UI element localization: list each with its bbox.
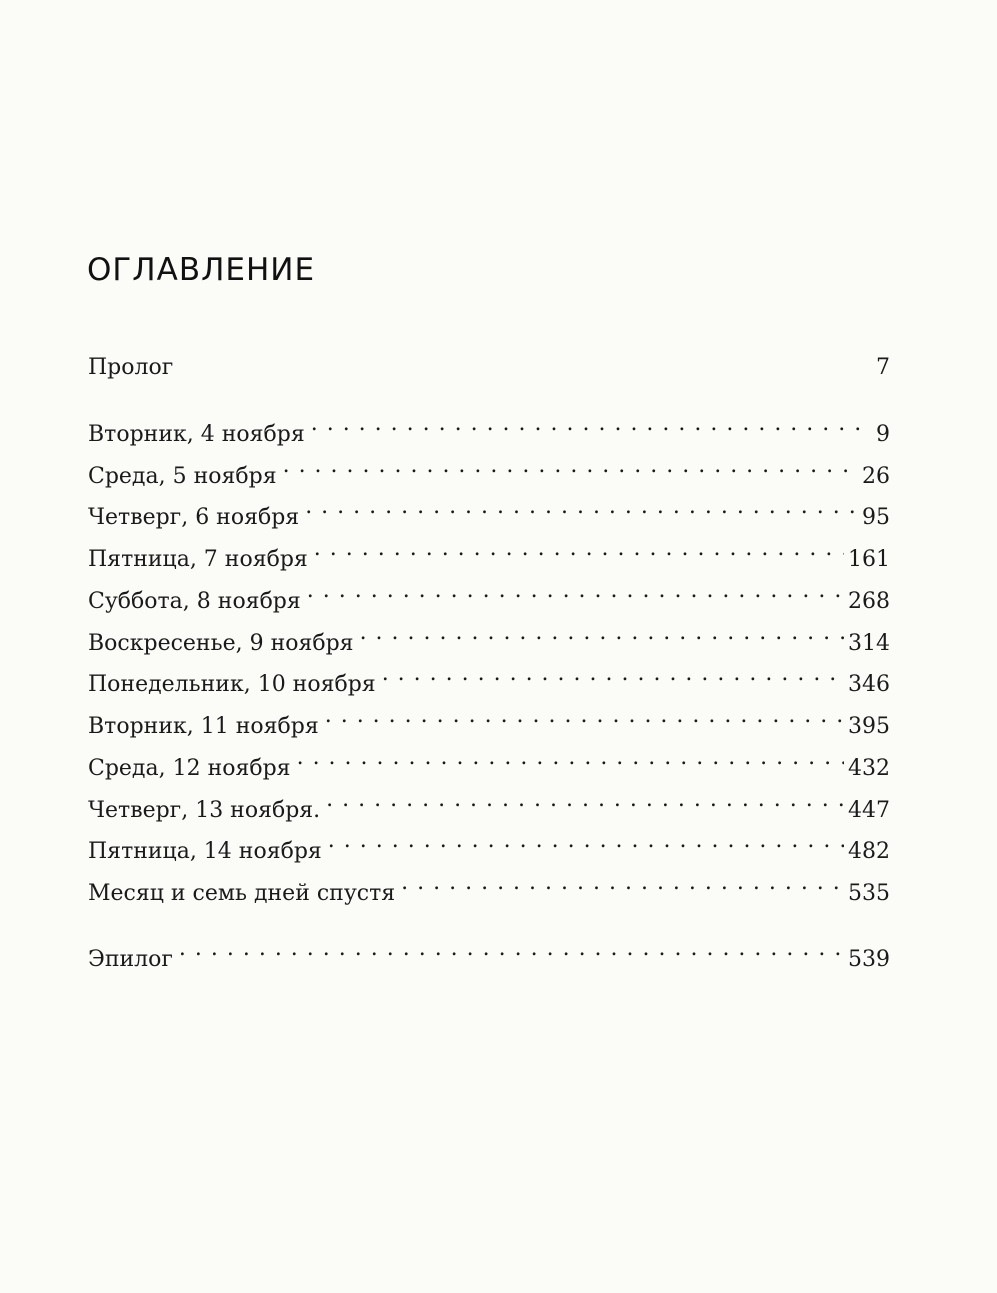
toc-row[interactable] [88, 407, 890, 447]
toc-page-number: 482 [848, 839, 890, 864]
toc-page-number: 26 [862, 464, 890, 489]
toc-dot-leader [305, 490, 858, 524]
toc-page-number: 539 [848, 947, 890, 972]
toc-page-number: 432 [848, 756, 890, 781]
toc-entry-title: Месяц и семь дней спустя [88, 881, 396, 906]
toc-entry-title: Вторник, 4 ноября [88, 422, 305, 447]
toc-dot-leader [179, 932, 844, 966]
toc-entry-title: Суббота, 8 ноября [88, 589, 301, 614]
toc-dot-leader [297, 741, 844, 775]
toc-entry-title: Четверг, 6 ноября [88, 505, 300, 530]
toc-row[interactable] [88, 532, 890, 572]
toc-entry-title: Пролог [88, 355, 174, 380]
toc-row[interactable] [88, 490, 890, 530]
toc-dot-leader [401, 866, 844, 900]
toc-entry-title: Среда, 12 ноября [88, 756, 291, 781]
toc-dot-leader [326, 783, 844, 817]
toc-page-number: 447 [848, 798, 890, 823]
toc-row[interactable] [88, 616, 890, 656]
toc-entry-title: Четверг, 13 ноября. [88, 798, 321, 823]
toc-page-number: 535 [848, 881, 890, 906]
toc-row[interactable] [88, 657, 890, 697]
toc-page-number: 9 [876, 422, 890, 447]
toc-page-number: 7 [876, 355, 890, 380]
toc-page-number: 346 [848, 672, 890, 697]
toc-entry-title: Пятница, 14 ноября [88, 839, 322, 864]
toc-dot-leader [311, 407, 872, 441]
toc-dot-leader [325, 699, 844, 733]
page-title: ОГЛАВЛЕНИЕ [87, 252, 316, 288]
toc-row[interactable] [88, 866, 890, 906]
toc-row[interactable] [88, 741, 890, 781]
toc-dot-leader [328, 824, 844, 858]
toc-row[interactable] [88, 449, 890, 489]
toc-row[interactable] [88, 699, 890, 739]
toc-page-number: 95 [862, 505, 890, 530]
toc-dot-leader [360, 616, 844, 650]
toc-page-number: 314 [848, 631, 890, 656]
toc-entry-title: Эпилог [88, 947, 173, 972]
toc-row[interactable] [88, 340, 890, 380]
toc-row[interactable] [88, 783, 890, 823]
toc-row[interactable] [88, 824, 890, 864]
toc-dot-leader [314, 532, 844, 566]
toc-entry-title: Вторник, 11 ноября [88, 714, 319, 739]
toc-entry-title: Пятница, 7 ноября [88, 547, 308, 572]
toc-dot-leader [382, 657, 844, 691]
toc-entry-title: Понедельник, 10 ноября [88, 672, 376, 697]
toc-page-number: 268 [848, 589, 890, 614]
toc-entry-title: Среда, 5 ноября [88, 464, 277, 489]
toc-dot-leader [283, 449, 858, 483]
toc-row[interactable] [88, 932, 890, 972]
toc-page-number: 395 [848, 714, 890, 739]
toc-row[interactable] [88, 574, 890, 614]
toc-page-number: 161 [848, 547, 890, 572]
toc-dot-leader [307, 574, 844, 608]
toc-entry-title: Воскресенье, 9 ноября [88, 631, 354, 656]
toc-dot-leader [179, 340, 872, 374]
